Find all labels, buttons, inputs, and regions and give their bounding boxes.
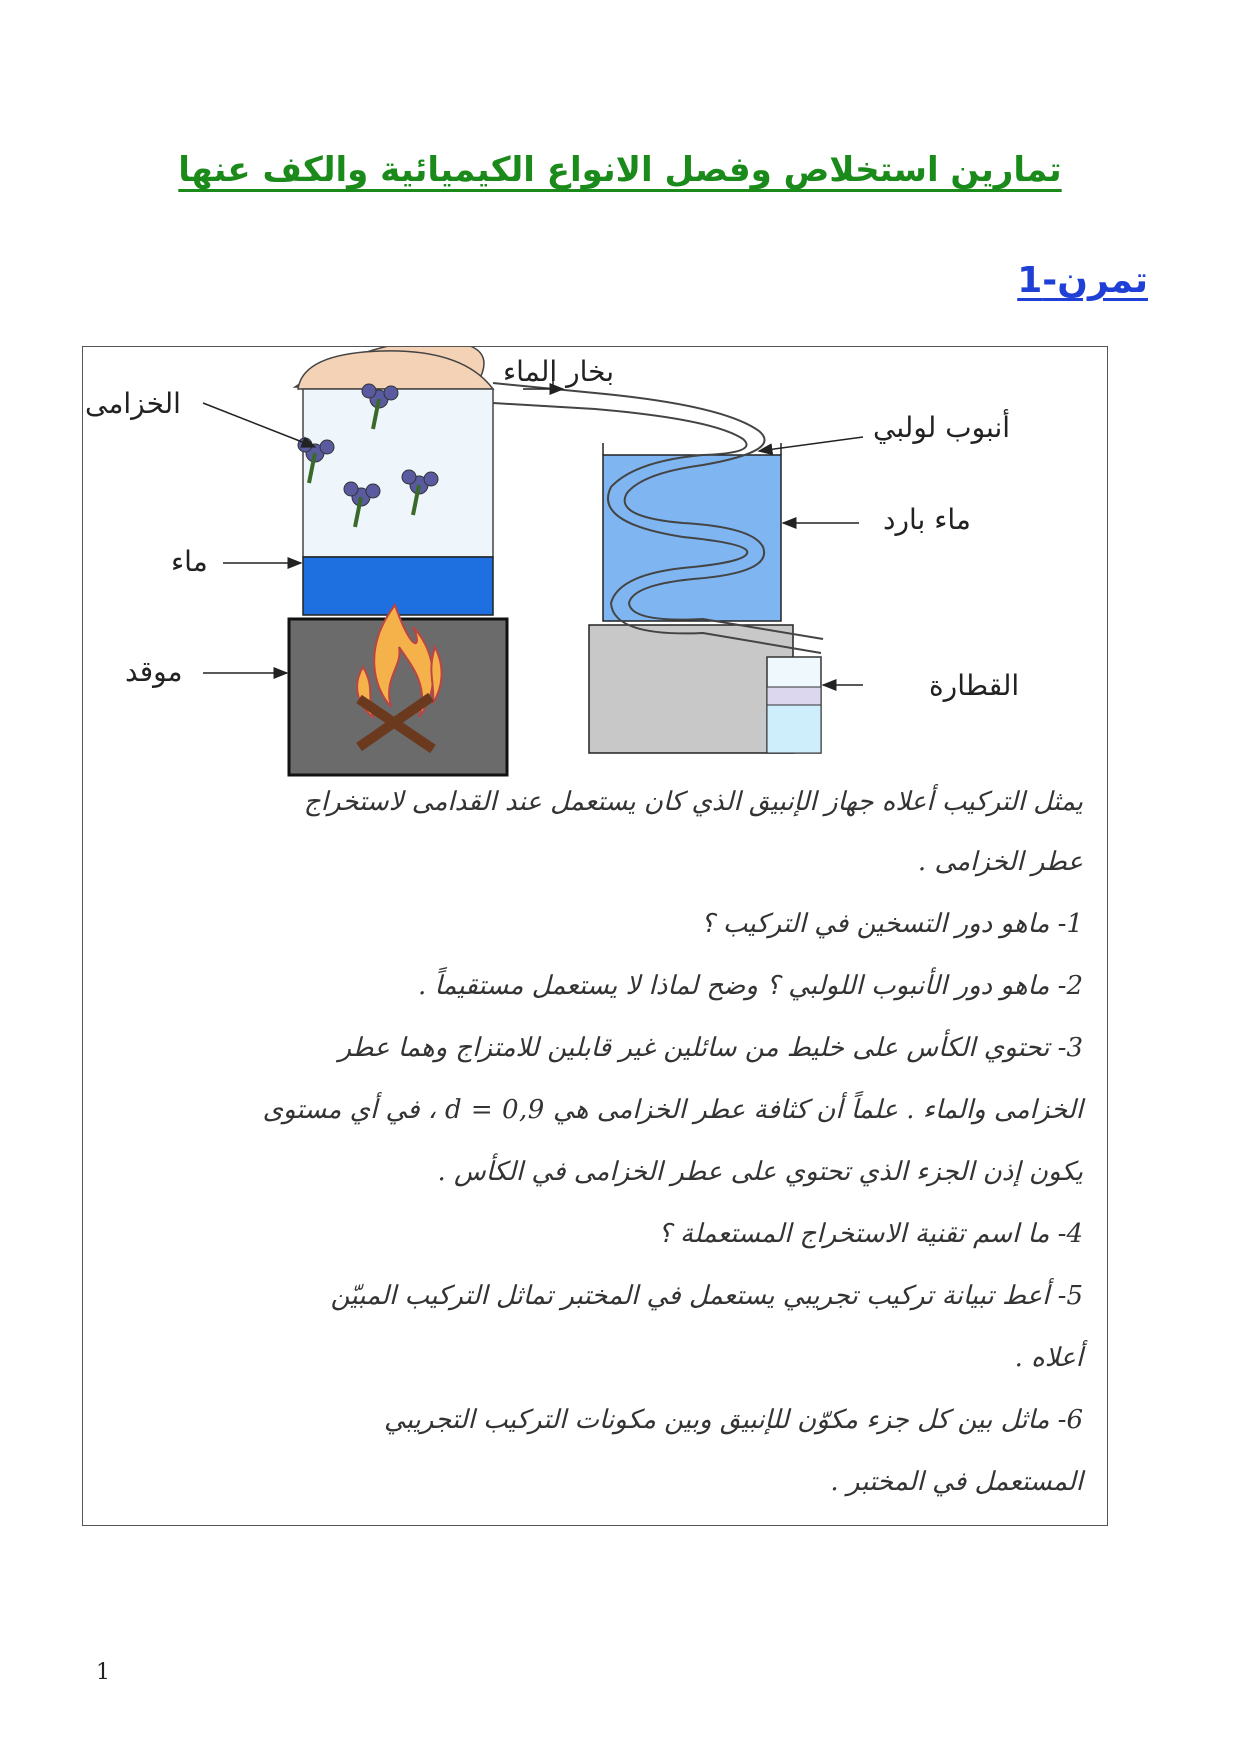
label-coil-tube: أنبوب لولبي: [873, 411, 1011, 444]
label-distillate: القطارة: [929, 669, 1020, 702]
text-line: الخزامى والماء . علماً أن كثافة عطر الخزامى هي d = 0,9 ، في أي مستوى: [262, 1095, 1083, 1125]
label-stove: موقد: [125, 655, 183, 688]
label-lavender: الخزامى: [85, 387, 181, 420]
exercise-heading: تمرن-1: [1017, 260, 1148, 301]
text-line: أعلاه .: [1014, 1343, 1083, 1373]
text-line: 1- ماهو دور التسخين في التركيب ؟: [700, 909, 1083, 939]
boiler-water: [303, 557, 493, 615]
text-line: 5- أعط تبيانة تركيب تجريبي يستعمل في المختبر تماثل التركيب المبيّن: [330, 1281, 1083, 1311]
beaker: [767, 657, 821, 753]
text-line: المستعمل في المختبر .: [830, 1467, 1083, 1497]
exercise-frame: [82, 346, 1108, 1526]
text-line: عطر الخزامى .: [917, 847, 1083, 877]
distillation-figure: [83, 347, 1107, 799]
label-water: ماء: [171, 545, 208, 578]
page-number: 1: [96, 1660, 110, 1685]
text-line: 4- ما اسم تقنية الاستخراج المستعملة ؟: [657, 1219, 1083, 1249]
condenser-stand: [589, 625, 793, 753]
text-line: 3- تحتوي الكأس على خليط من سائلين غير قابلين للامتزاج وهما عطر: [338, 1033, 1083, 1063]
still-vessel: [303, 389, 493, 557]
label-steam: بخار الماء: [503, 355, 615, 388]
text-line: يمثل التركيب أعلاه جهاز الإنبيق الذي كان يستعمل عند القدامى لاستخراج: [303, 787, 1083, 817]
label-cold-water: ماء بارد: [883, 503, 971, 536]
text-line: 2- ماهو دور الأنبوب اللولبي ؟ وضح لماذا لا يستعمل مستقيماً .: [417, 971, 1083, 1001]
text-line: يكون إذن الجزء الذي تحتوي على عطر الخزامى في الكأس .: [437, 1157, 1083, 1187]
text-line: 6- ماثل بين كل جزء مكوّن للإنبيق وبين مكونات التركيب التجريبي: [384, 1405, 1083, 1435]
page-title: تمارين استخلاص وفصل الانواع الكيميائية والكف عنها: [178, 150, 1062, 190]
